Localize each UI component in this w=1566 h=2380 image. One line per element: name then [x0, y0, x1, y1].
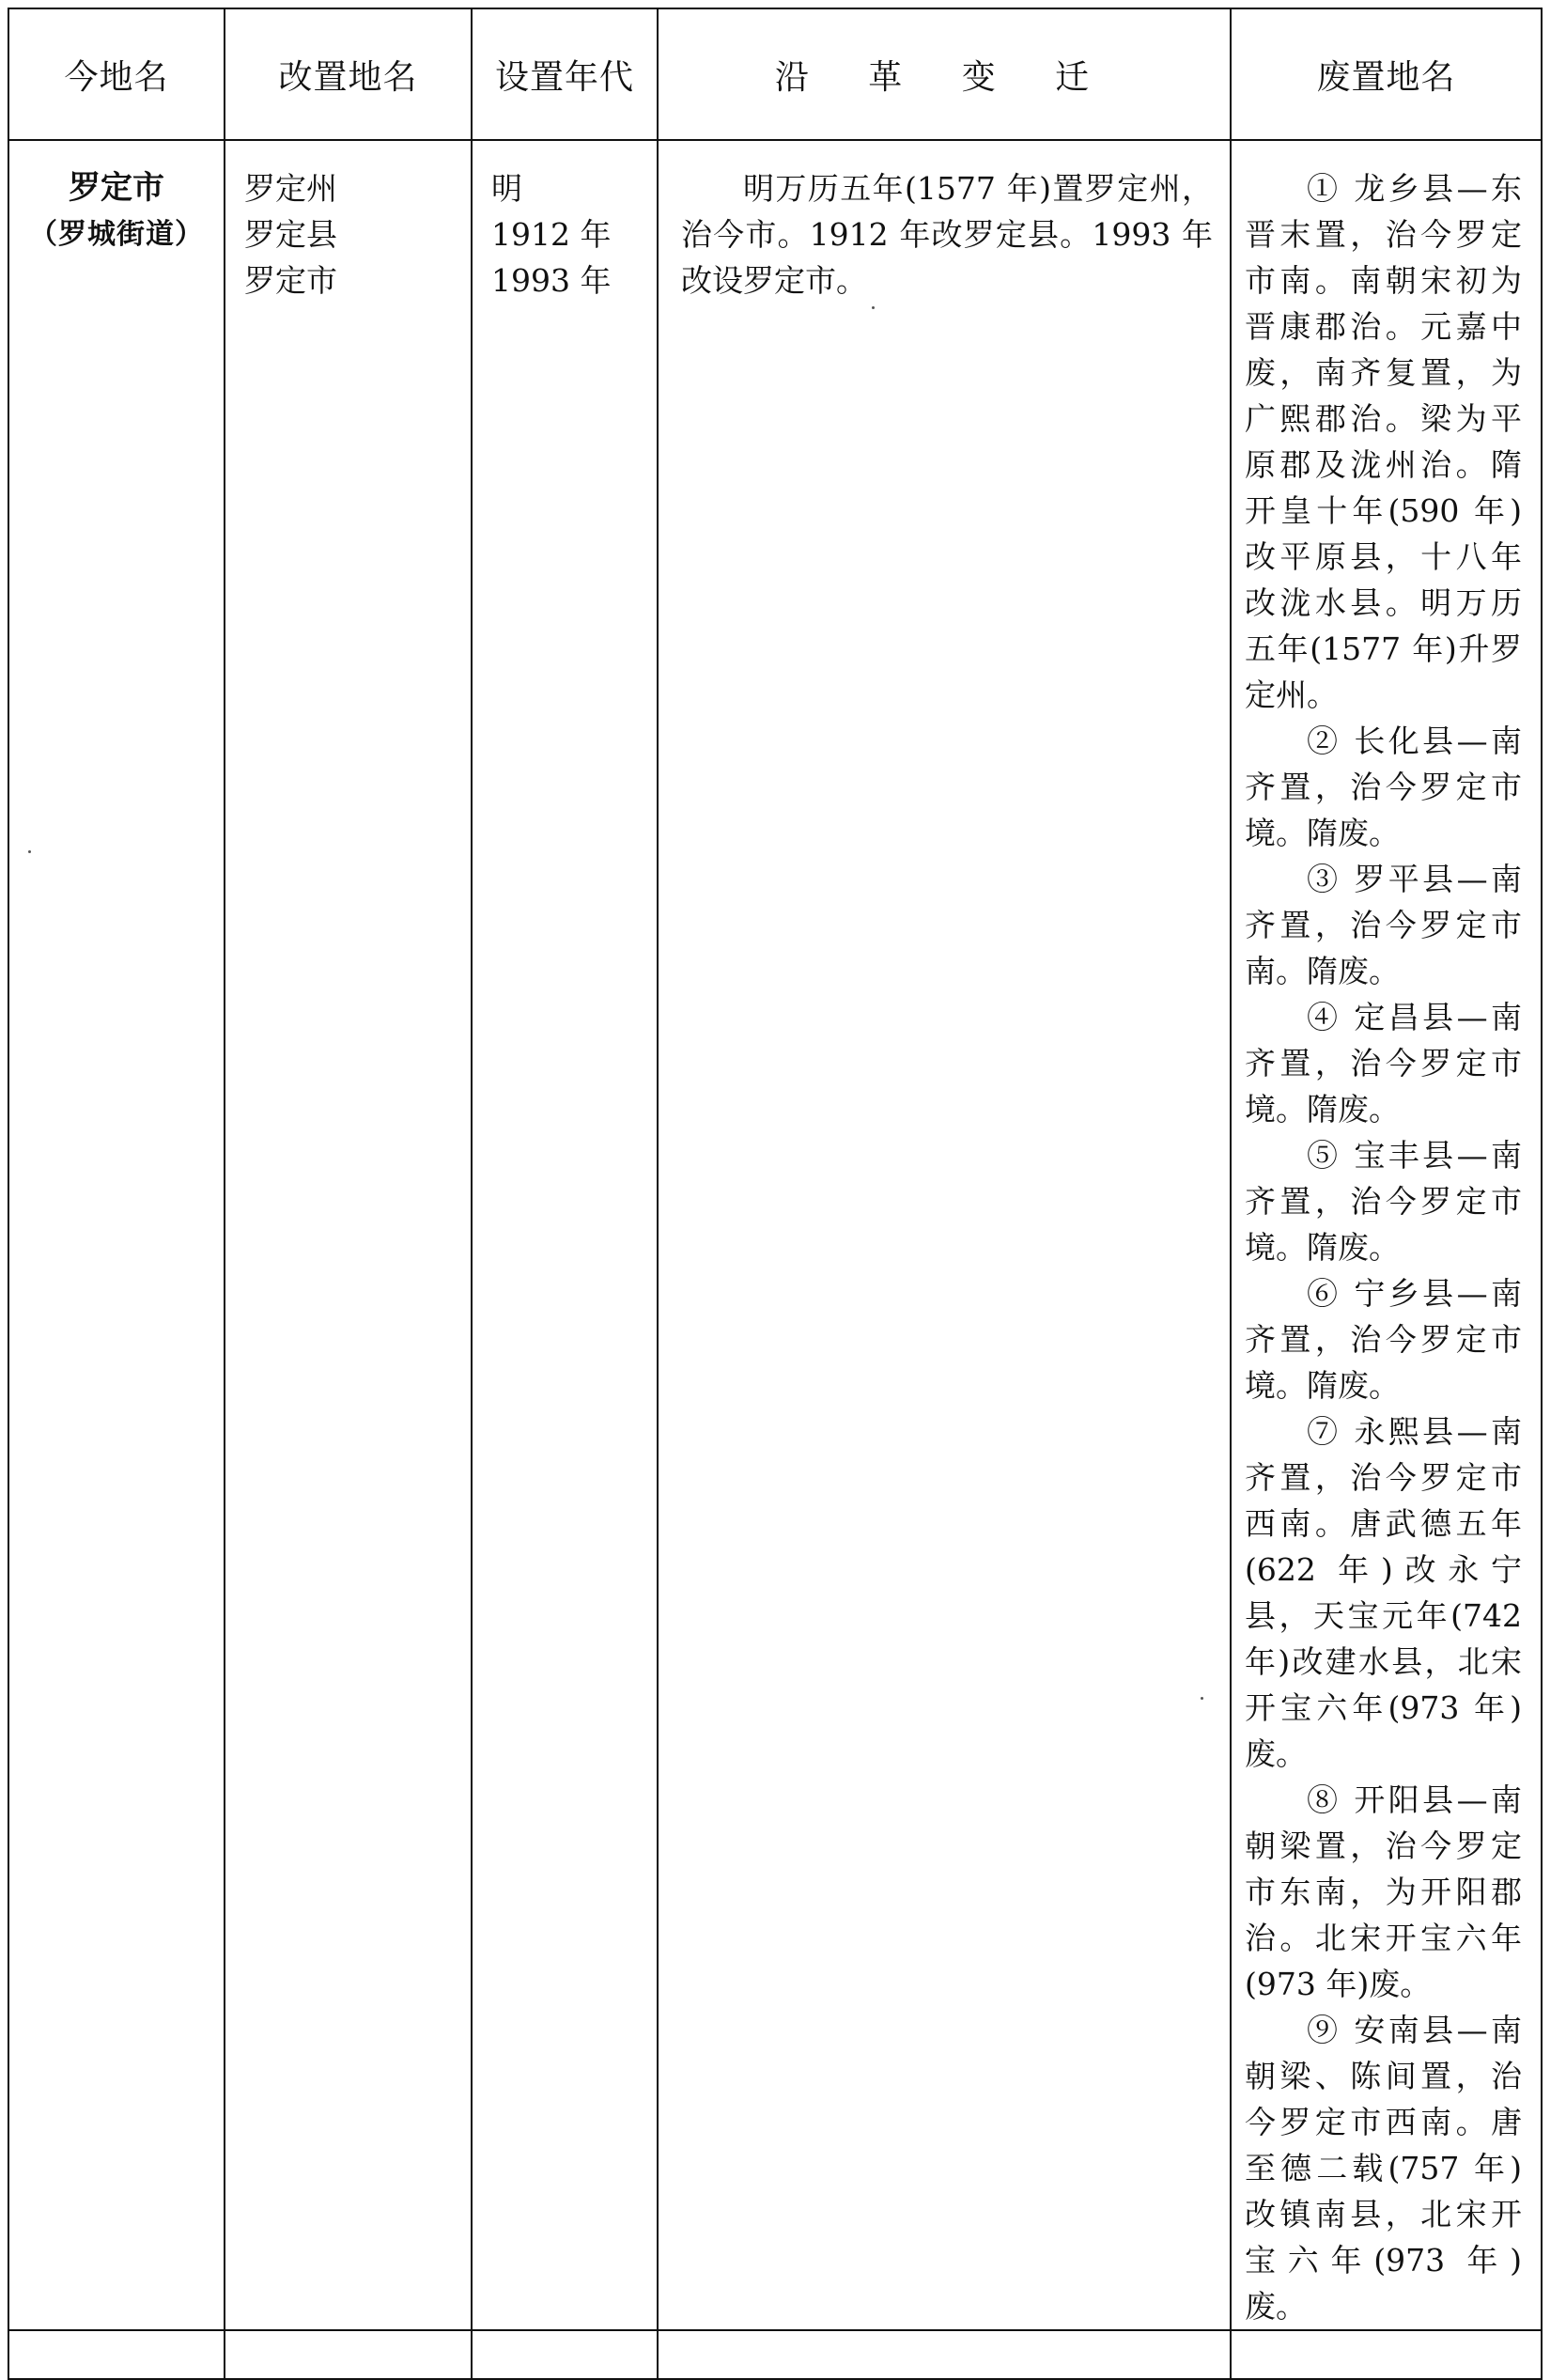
cell-current-name [8, 140, 225, 2330]
table-row [8, 140, 1542, 2330]
abolished-entry [1245, 1777, 1522, 2007]
header-current-name: 今地名 [8, 8, 225, 140]
entry-number: ③ [1307, 861, 1341, 897]
abolished-entry [1245, 856, 1522, 994]
entry-number: ④ [1307, 999, 1341, 1035]
entry-text: 开阳县—南朝梁置，治今罗定市东南，为开阳郡治。北宋开宝六年(973 年)废。 [1245, 1781, 1523, 2002]
entry-text: 安南县—南朝梁、陈间置，治今罗定市西南。唐至德二载(757 年)改镇南县，北宋开宝六年(973 年)废。 [1245, 2012, 1523, 2325]
entry-number: ① [1307, 170, 1341, 207]
empty-cell [225, 2330, 472, 2379]
abolished-entry [1245, 2007, 1522, 2329]
cell-history [658, 140, 1231, 2330]
abolished-entry [1245, 165, 1522, 718]
era-item: 1912 年 [491, 216, 612, 253]
entry-text: 罗平县—南齐置，治今罗定市南。隋废。 [1245, 861, 1523, 989]
empty-cell [658, 2330, 1231, 2379]
header-history: 沿 革 变 迁 [658, 8, 1231, 140]
history-text: 明万历五年(1577 年)置罗定州，治今市。1912 年改罗定县。1993 年改设罗定市。 [681, 170, 1213, 299]
era-item: 明 [491, 170, 522, 207]
header-era: 设置年代 [472, 8, 658, 140]
era-item: 1993 年 [491, 262, 612, 299]
entry-text: 永熙县—南齐置，治今罗定市西南。唐武德五年(622 年)改永宁县，天宝元年(742 年)改建水县，北宋开宝六年(973 年)废。 [1245, 1413, 1523, 1772]
header-old-name: 改置地名 [225, 8, 472, 140]
empty-cell [8, 2330, 225, 2379]
entry-text: 定昌县—南齐置，治今罗定市境。隋废。 [1245, 999, 1523, 1128]
entry-number: ⑨ [1307, 2012, 1341, 2048]
current-name-subdistrict: （罗城街道） [29, 218, 204, 251]
old-name-item: 罗定州 [244, 170, 337, 207]
entry-text: 龙乡县—东晋末置，治今罗定市南。南朝宋初为晋康郡治。元嘉中废，南齐复置，为广熙郡治。梁为平原郡及泷州治。隋开皇十年(590 年)改平原县，十八年改泷水县。明万历五年(1577 年)升罗定州。 [1245, 170, 1523, 713]
cell-eras [472, 140, 658, 2330]
table-header-row [8, 8, 1542, 140]
entry-number: ⑥ [1307, 1275, 1341, 1312]
old-name-item: 罗定市 [244, 262, 337, 299]
header-abolished: 废置地名 [1231, 8, 1542, 140]
next-row-stub [8, 2330, 1542, 2379]
abolished-entry [1245, 1270, 1522, 1408]
entry-text: 长化县—南齐置，治今罗定市境。隋废。 [1245, 723, 1523, 851]
entry-number: ⑤ [1307, 1137, 1341, 1174]
scan-speck [28, 850, 31, 853]
abolished-entry [1245, 994, 1522, 1132]
entry-number: ⑦ [1307, 1413, 1341, 1450]
abolished-entry [1245, 718, 1522, 856]
cell-old-names [225, 140, 472, 2330]
empty-cell [472, 2330, 658, 2379]
entry-text: 宝丰县—南齐置，治今罗定市境。隋废。 [1245, 1137, 1523, 1266]
cell-abolished [1231, 140, 1542, 2330]
entry-text: 宁乡县—南齐置，治今罗定市境。隋废。 [1245, 1275, 1523, 1404]
scan-speck [872, 306, 875, 309]
scan-speck [1201, 1697, 1203, 1700]
current-name: 罗定市 [69, 169, 164, 207]
abolished-entry [1245, 1132, 1522, 1270]
place-name-table [8, 8, 1543, 2380]
old-name-item: 罗定县 [244, 216, 337, 253]
entry-number: ⑧ [1307, 1781, 1341, 1818]
entry-number: ② [1307, 723, 1341, 759]
abolished-entry [1245, 1408, 1522, 1777]
empty-cell [1231, 2330, 1542, 2379]
